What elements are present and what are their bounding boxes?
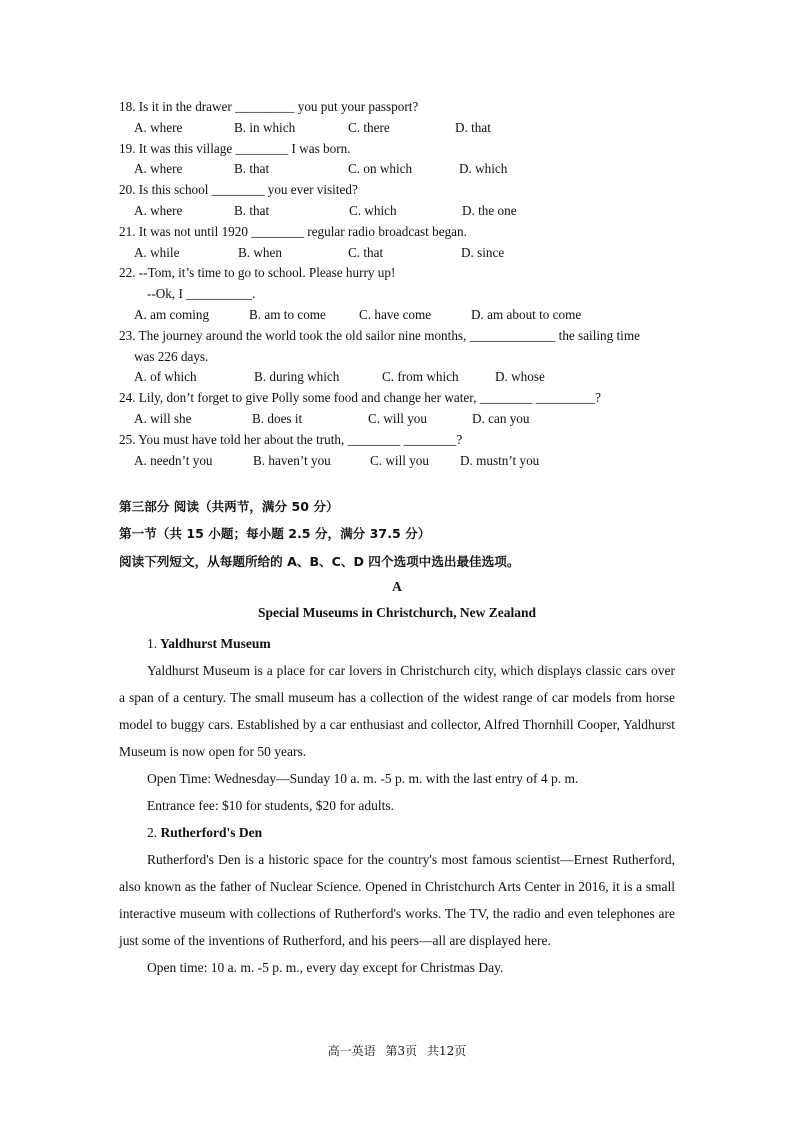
question-stem: 22. --Tom, it’s time to go to school. Please hurry up! [119,265,396,281]
museum-entry-1 [119,630,675,819]
question-23 [119,326,679,388]
option-b: B. that [234,161,270,177]
passage-letter: A [392,579,402,594]
question-25 [119,430,679,472]
option-row [119,118,679,139]
museum-heading [119,819,675,846]
question-19 [119,139,679,181]
museum-open-time: Open Time: Wednesday—Sunday 10 a. m. -5 p. m. with the last entry of 4 p. m. [147,771,579,786]
question-20 [119,180,679,222]
question-stem: 24. Lily, don’t forget to give Polly some food and change her water, ________ _________? [119,390,601,406]
option-d: D. can you [472,410,530,426]
passage-title: Special Museums in Christchurch, New Zealand [257,605,537,620]
question-21 [119,222,679,264]
option-c: C. from which [382,369,459,385]
option-c: C. on which [348,161,413,177]
option-a: A. needn’t you [134,452,213,468]
option-c: C. will you [370,452,429,468]
option-b: B. haven’t you [253,452,331,468]
question-18 [119,97,679,139]
option-row [119,367,679,388]
option-a: A. where [134,202,183,218]
option-b: B. does it [252,410,303,426]
option-a: A. while [134,244,180,260]
museum-entry-2 [119,819,675,981]
option-c: C. will you [368,410,427,426]
option-d: D. am about to come [471,306,582,322]
museum-name: Yaldhurst Museum [160,636,271,651]
museum-number: 2. [147,825,158,840]
option-c: C. there [348,119,390,135]
option-row [119,451,679,472]
option-d: D. mustn’t you [460,452,540,468]
subsection-heading: 第一节（共 15 小题；每小题 2.5 分，满分 37.5 分） [119,526,431,541]
museum-description: Rutherford's Den is a historic space for the country's most famous scientist—Ernest Rutherford, also known as the father of Nuclear Science. Opened in Christchurch Arts Center in 2016, it is a small interactive museum with collections of Rutherford's works. The TV, the radio and even telephones are just some of the inventions of Rutherford, and his peers—all are displayed here. [119,852,675,948]
option-row [119,201,679,222]
option-row [119,243,679,264]
option-d: D. the one [462,202,517,218]
option-c: C. have come [359,306,432,322]
option-a: A. where [134,119,183,135]
question-stem: 23. The journey around the world took the old sailor nine months, _____________ the sailing time [119,327,640,343]
museum-heading [119,630,675,657]
question-stem-continued: was 226 days. [134,348,209,364]
museum-number: 1. [147,636,158,651]
option-b: B. when [238,244,282,260]
option-b: B. in which [234,119,296,135]
reading-instruction: 阅读下列短文，从每题所给的 A、B、C、D 四个选项中选出最佳选项。 [119,554,520,569]
option-d: D. whose [495,369,545,385]
museum-description: Yaldhurst Museum is a place for car lovers in Christchurch city, which displays classic cars over a span of a century. The small museum has a collection of the widest range of car models from horse model to buggy cars. Established by a car enthusiast and collector, Alfred Thornhill Cooper, Yaldhurst Museum is now open for 50 years. [119,663,675,759]
reading-passage [119,630,675,981]
museum-name: Rutherford's Den [160,825,263,840]
question-stem: 18. Is it in the drawer _________ you put your passport? [119,99,419,114]
option-a: A. where [134,161,183,177]
option-a: A. will she [134,410,192,426]
option-b: B. am to come [249,306,326,322]
option-c: C. which [349,202,397,218]
question-22 [119,263,679,325]
page-footer: 高一英语 第3页 共12页 [327,1044,467,1058]
option-d: D. since [461,244,505,260]
option-row [119,305,679,326]
option-a: A. am coming [134,306,210,322]
museum-entrance-fee: Entrance fee: $10 for students, $20 for adults. [147,798,395,813]
option-b: B. that [234,202,270,218]
question-stem: 19. It was this village ________ I was born. [119,140,351,156]
question-stem: 25. You must have told her about the truth, ________ ________? [119,431,463,447]
section-part-heading: 第三部分 阅读（共两节，满分 50 分） [119,499,339,514]
option-row [119,159,679,180]
question-stem: 21. It was not until 1920 ________ regular radio broadcast began. [119,223,467,239]
museum-open-time: Open time: 10 a. m. -5 p. m., every day except for Christmas Day. [147,960,504,975]
multiple-choice-section [119,97,679,471]
question-24 [119,388,679,430]
question-stem: 20. Is this school ________ you ever visited? [119,182,358,198]
option-b: B. during which [254,369,340,385]
question-dialogue-line: --Ok, I __________. [147,286,256,302]
option-d: D. which [459,161,508,177]
option-row [119,409,679,430]
option-a: A. of which [134,369,197,385]
option-d: D. that [455,119,491,135]
option-c: C. that [348,244,384,260]
